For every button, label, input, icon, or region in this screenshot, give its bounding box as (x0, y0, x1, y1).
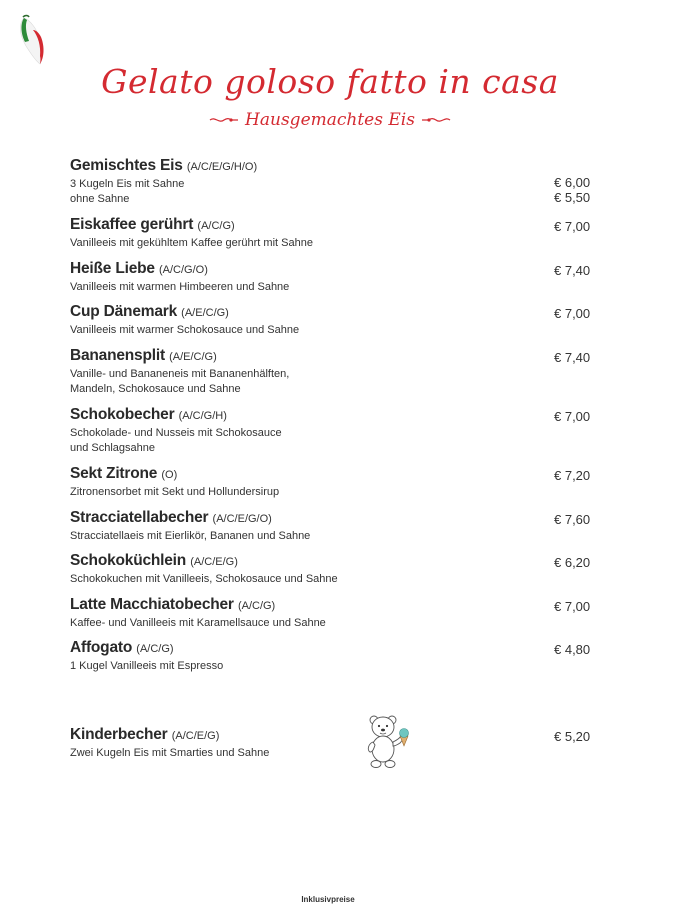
item-description: Zitronensorbet mit Sekt und Hollundersirup (70, 486, 280, 498)
item-price: € 4,80 (554, 642, 591, 657)
price-note: Inklusivpreise (301, 895, 355, 904)
item-price: € 7,00 (554, 219, 591, 234)
item-name: Schokoküchlein (70, 552, 187, 569)
menu-item (70, 157, 590, 207)
item-description: 1 Kugel Vanilleeis mit Espresso (70, 660, 224, 672)
item-description: Schokokuchen mit Vanilleeis, Schokosauce und Sahne (70, 573, 338, 585)
menu-item (70, 465, 590, 500)
item-allergens: (A/E/C/G) (181, 307, 229, 319)
item-price: € 7,00 (554, 599, 591, 614)
item-description: Stracciatellaeis mit Eierlikör, Bananen und Sahne (70, 530, 311, 542)
item-price: € 6,20 (554, 555, 591, 570)
item-allergens: (A/C/G/O) (158, 264, 208, 276)
item-price: € 7,40 (554, 350, 591, 365)
item-name: Bananensplit (70, 347, 165, 364)
item-description: Schokolade- und Nusseis mit Schokosauce und Schlagsahne (70, 427, 282, 454)
item-name: Latte Macchiatobecher (70, 596, 234, 613)
item-price-alt: € 5,50 (554, 190, 591, 205)
item-allergens: (O) (161, 469, 178, 481)
polar-bear-ice-cream-icon (365, 712, 409, 770)
item-name: Eiskaffee gerührt (70, 216, 194, 233)
menu-item (70, 509, 590, 544)
item-name: Sekt Zitrone (70, 465, 158, 482)
item-name: Stracciatellabecher (70, 509, 209, 526)
menu-item (70, 596, 590, 631)
item-description: 3 Kugeln Eis mit Sahne ohne Sahne (70, 178, 185, 205)
ornament-flourish-icon (209, 114, 239, 126)
item-price: € 7,60 (554, 512, 591, 527)
item-price: € 7,00 (554, 306, 591, 321)
item-price: € 6,00 (554, 175, 591, 190)
item-allergens: (A/E/C/G) (169, 351, 217, 363)
item-allergens: (A/C/G) (197, 220, 235, 232)
item-description: Vanilleeis mit warmer Schokosauce und Sahne (70, 324, 300, 336)
item-description: Vanille- und Bananeneis mit Bananenhälften, Mandeln, Schokosauce und Sahne (70, 368, 290, 395)
italian-flag-pepper-icon (14, 14, 48, 66)
item-price: € 7,00 (554, 409, 591, 424)
ornament-flourish-icon (421, 114, 451, 126)
menu-item (70, 303, 590, 338)
item-description: Vanilleeis mit warmen Himbeeren und Sahne (70, 281, 290, 293)
item-description: Kaffee- und Vanilleeis mit Karamellsauce und Sahne (70, 617, 326, 629)
item-name: Schokobecher (70, 406, 175, 423)
item-name: Kinderbecher (70, 726, 168, 743)
menu-item (70, 216, 590, 251)
item-allergens: (A/C/G) (237, 600, 276, 612)
item-description: Vanilleeis mit gekühltem Kaffee gerührt mit Sahne (70, 237, 313, 249)
item-price: € 7,40 (554, 263, 591, 278)
subtitle-row (0, 110, 660, 130)
item-name: Gemischtes Eis (70, 157, 183, 174)
item-allergens: (A/C/E/G) (171, 730, 220, 742)
item-name: Affogato (70, 639, 133, 656)
menu-item (70, 552, 590, 587)
item-price: € 7,20 (554, 468, 591, 483)
menu-subtitle: Hausgemachtes Eis (245, 110, 415, 130)
item-allergens: (A/C/E/G/H/O) (186, 161, 258, 173)
item-description: Zwei Kugeln Eis mit Smarties und Sahne (70, 747, 270, 759)
item-name: Cup Dänemark (70, 303, 177, 320)
item-allergens: (A/C/G/H) (178, 410, 227, 422)
menu-item (70, 260, 590, 295)
item-name: Heiße Liebe (70, 260, 155, 277)
menu-item (70, 406, 590, 456)
item-allergens: (A/C/G) (136, 643, 174, 655)
menu-item (70, 639, 590, 674)
item-allergens: (A/C/E/G/O) (212, 513, 272, 525)
menu-item (70, 347, 590, 397)
item-price: € 5,20 (554, 729, 591, 744)
menu-title: Gelato goloso fatto in casa (101, 62, 559, 101)
menu-item (70, 726, 590, 761)
item-allergens: (A/C/E/G) (190, 556, 238, 568)
